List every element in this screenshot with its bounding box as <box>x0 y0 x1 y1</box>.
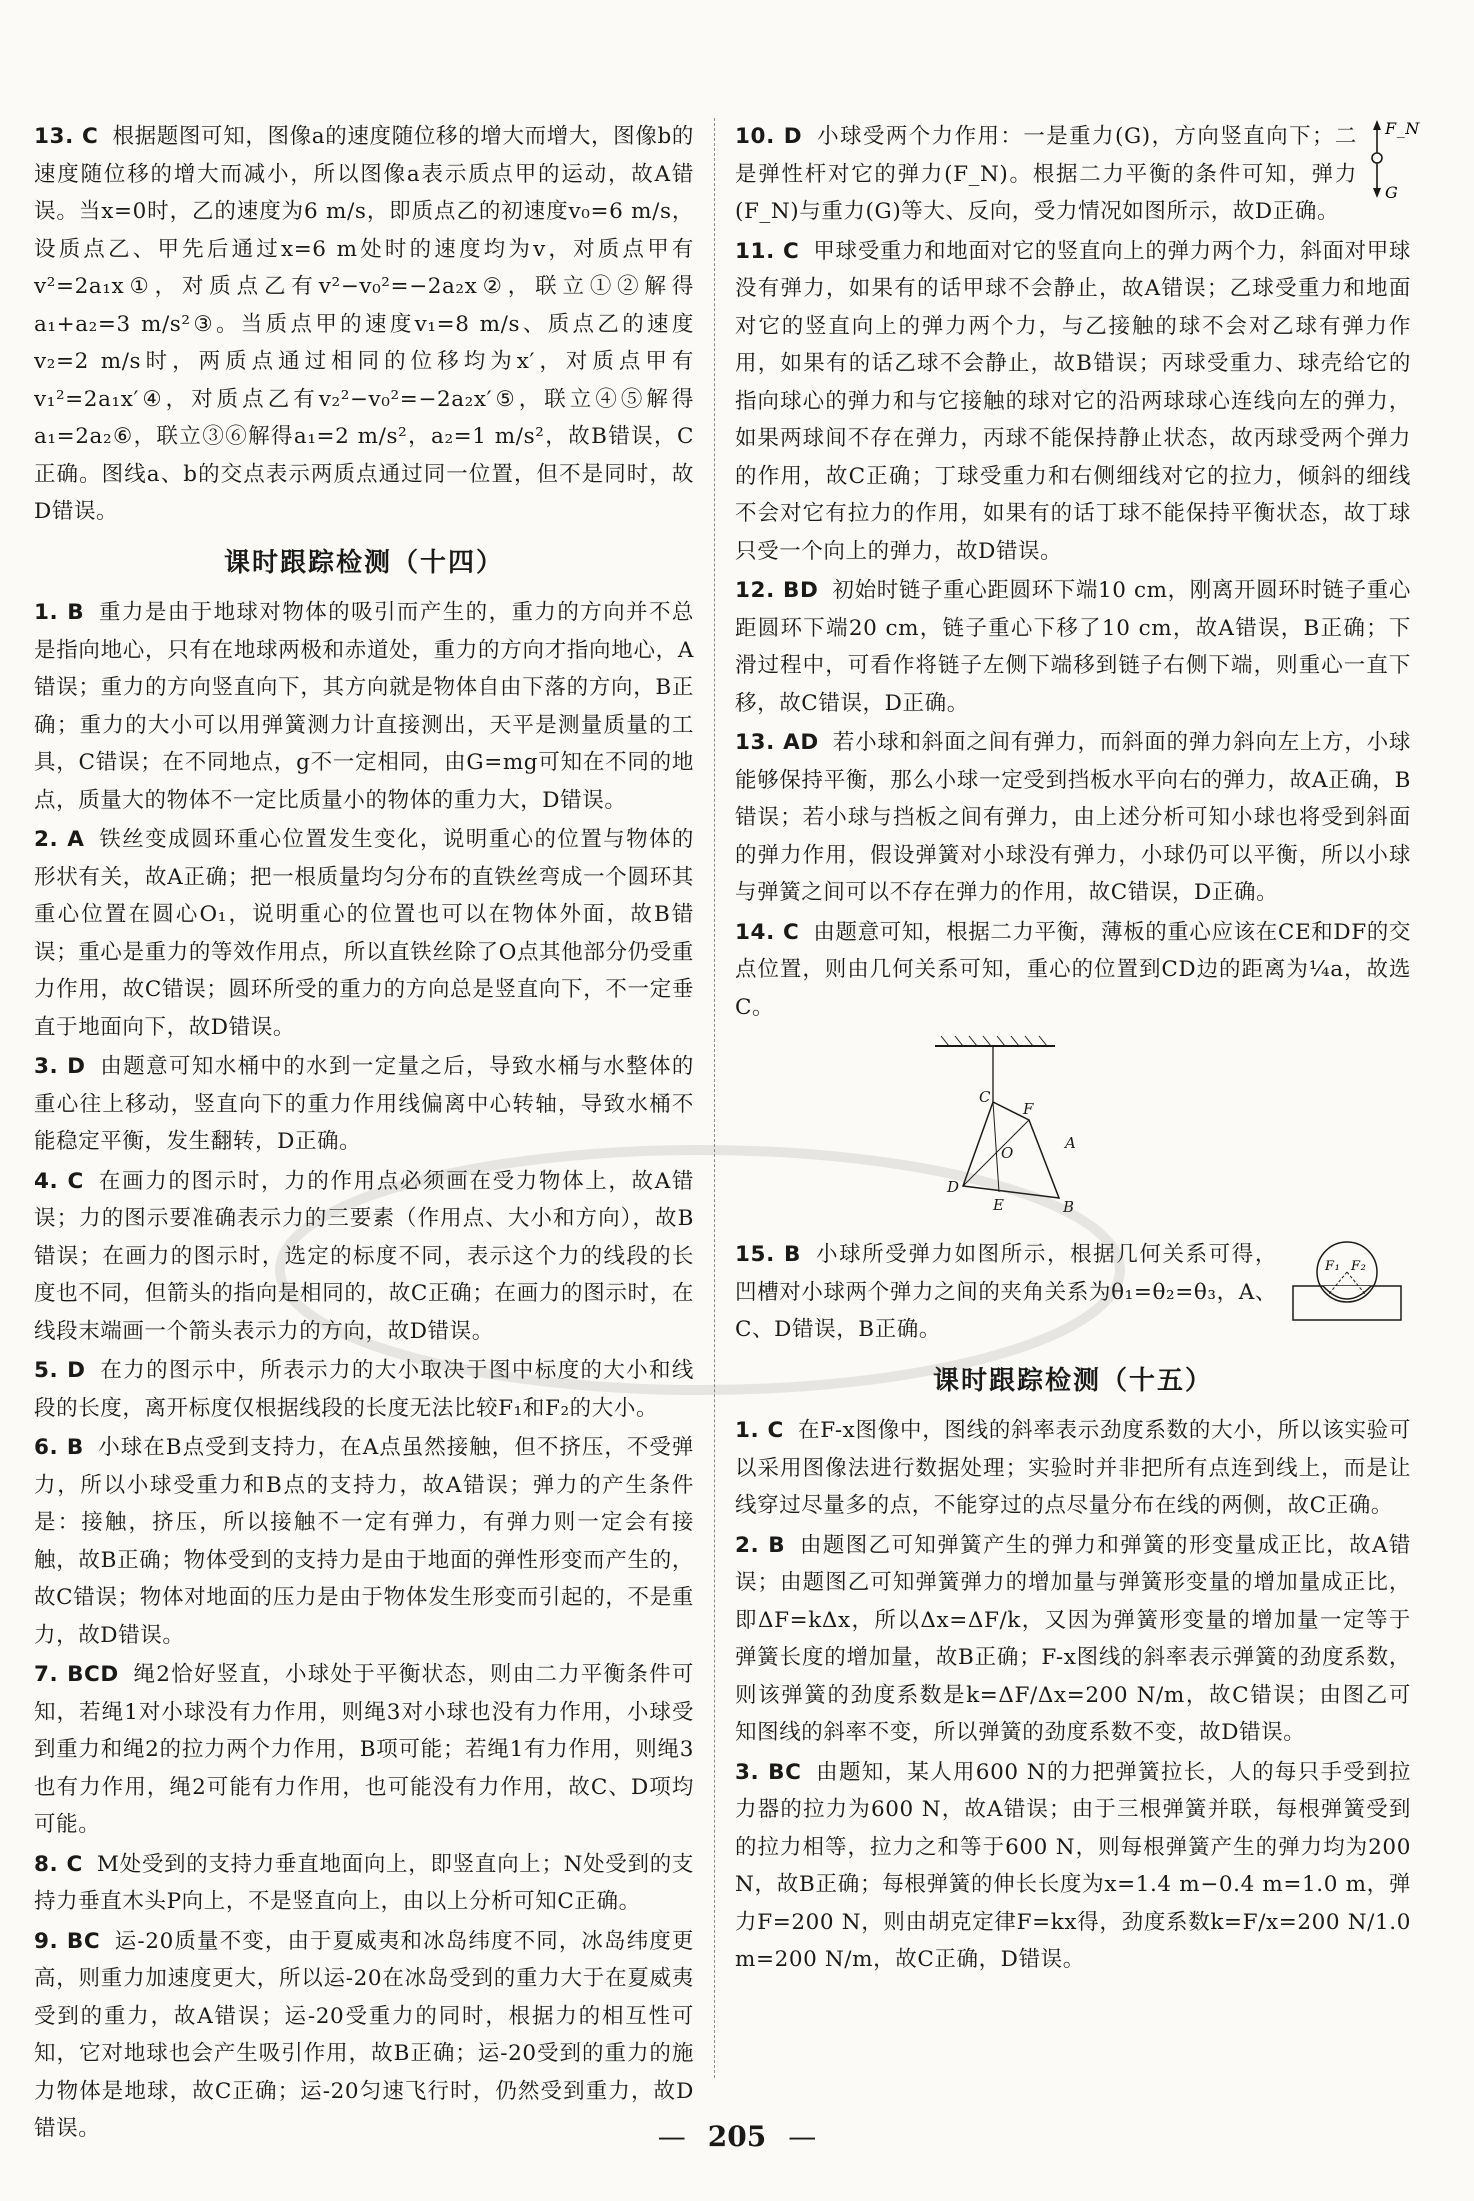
page-number-dash-right: — <box>788 2120 817 2153</box>
section-title-15: 课时跟踪检测（十五） <box>932 1365 1213 1396</box>
answer-text: 若小球和斜面之间有弹力，而斜面的弹力斜向左上方，小球能够保持平衡，那么小球一定受到挡板水平向右的弹力，故A正确，B错误；若小球与挡板之间有弹力，由上述分析可知小球也将受到斜面的弹力作用，假设弹簧对小球没有弹力，小球仍可以平衡，所以小球与弹簧之间可以不存在弹力的作用，故C错误，D正确。 <box>735 730 1411 905</box>
answer-number: 11. C <box>735 238 800 264</box>
answer-text: 根据题图可知，图像a的速度随位移的增大而增大，图像b的速度随位移的增大而减小，所以图像a表示质点甲的运动，故A错误。当x=0时，乙的速度为6 m/s，即质点乙的初速度v₀=6 m/s，设质点乙、甲先后通过x=6 m处时的速度均为v，对质点甲有v²=2a₁x①，对质点乙有v²−v₀²=−2a₂x②，联立①②解得a₁+a₂=3 m/s²③。当质点甲的速度v₁=8 m/s、质点乙的速度v₂=2 m/s时，两质点通过相同的位移均为x′，对质点甲有v₁²=2a₁x′④，对质点乙有v₂²−v₀²=−2a₂x′⑤，联立④⑤解得a₁=2a₂⑥，联立③⑥解得a₁=2 m/s²，a₂=1 m/s²，故B错误，C正确。图线a、b的交点表示两质点通过同一位置，但不是同时，故D错误。 <box>34 124 694 524</box>
answer-number: 2. B <box>735 1532 786 1558</box>
answer-14-1 <box>34 594 694 819</box>
label-d: D <box>947 1178 960 1196</box>
label-e: E <box>993 1196 1005 1214</box>
f1-label: F₁ <box>1325 1259 1341 1274</box>
answer-14-2 <box>34 821 694 1046</box>
answer-text: 铁丝变成圆环重心位置发生变化，说明重心的位置与物体的形状有关，故A正确；把一根质量均匀分布的直铁丝弯成一个圆环其重心位置在圆心O₁，说明重心的位置也可以在物体外面，故B错误；重心是重力的等效作用点，所以直铁丝除了O点其他部分仍受重力作用，故C错误；圆环所受的重力的方向总是竖直向下，不一定垂直于地面向下，故D错误。 <box>34 827 695 1040</box>
answer-text: 运-20质量不变，由于夏威夷和冰岛纬度不同，冰岛纬度更高，则重力加速度更大，所以运-20在冰岛受到的重力大于在夏威夷受到的重力，故A错误；运-20受重力的同时，根据力的相互性可知，它对地球也会产生吸引作用，故B正确；运-20受到的重力的施力物体是地球，故C正确；运-20匀速飞行时，仍然受到重力，故D错误。 <box>34 1928 694 2141</box>
groove-ball-diagram <box>1287 1236 1407 1326</box>
answer-14-7 <box>34 1656 694 1844</box>
answer-number: 3. BC <box>735 1759 802 1785</box>
answer-13 <box>34 118 694 531</box>
answer-number: 13. AD <box>735 730 819 755</box>
left-column <box>34 118 694 2150</box>
answer-15-3 <box>735 1754 1411 1979</box>
answer-15-block <box>735 1236 1411 1349</box>
answer-text: 绳2恰好竖直，小球处于平衡状态，则由二力平衡条件可知，若绳1对小球没有力作用，则绳3对小球也没有力作用，小球受到重力和绳2的拉力两个力作用，B项可能；若绳1有力作用，则绳3也有力作用，绳2可能有力作用，也可能没有力作用，故C、D项均可能。 <box>34 1662 694 1837</box>
answer-text: 在F-x图像中，图线的斜率表示劲度系数的大小，所以该实验可以采用图像法进行数据处理；实验时并非把所有点连到线上，而是让线穿过尽量多的点，不能穿过的点尽量分布在线的两侧，故C正确。 <box>735 1418 1411 1518</box>
answer-number: 2. A <box>34 827 85 852</box>
answer-number: 4. C <box>34 1168 84 1194</box>
answer-14-3 <box>34 1048 694 1161</box>
page-number-dash-left: — <box>657 2120 686 2153</box>
hanging-board-diagram <box>935 1036 1085 1226</box>
answer-number: 3. D <box>34 1054 86 1079</box>
answer-14-10 <box>735 118 1357 231</box>
g-label: G <box>1385 183 1399 202</box>
answer-text: 小球在B点受到支持力，在A点虽然接触，但不挤压，不受弹力，所以小球受重力和B点的支持力，故A错误；弹力的产生条件是：接触，挤压，所以接触不一定有弹力，有弹力则一定会有接触，故B正确；物体受到的支持力是由于地面的弹性形变而产生的，故C错误；物体对地面的压力是由于物体发生形变而引起的，不是重力，故D错误。 <box>34 1435 695 1648</box>
answer-number: 1. C <box>735 1418 784 1443</box>
answer-text: 在画力的图示时，力的作用点必须画在受力物体上，故A错误；力的图示要准确表示力的三要素（作用点、大小和方向），故B错误；在画力的图示时，选定的标度不同，表示这个力的线段的长度也不同，但箭头的指向是相同的，故C正确；在画力的图示时，在线段末端画一个箭头表示力的方向，故D错误。 <box>34 1168 694 1344</box>
answer-number: 10. D <box>735 124 803 149</box>
answer-14-4 <box>34 1163 694 1351</box>
answer-text: 重力是由于地球对物体的吸引而产生的，重力的方向并不总是指向地心，只有在地球两极和赤道处，重力的方向才指向地心，A错误；重力的方向竖直向下，其方向就是物体自由下落的方向，B正确；重力的大小可以用弹簧测力计直接测出，天平是测量质量的工具，C错误；在不同地点，g不一定相同，由G=mg可知在不同的地点，质量大的物体不一定比质量小的物体的重力大，D错误。 <box>34 600 694 813</box>
answer-10-block <box>735 118 1420 231</box>
page-number <box>0 2120 1474 2153</box>
column-divider <box>714 118 715 2078</box>
answer-number: 7. BCD <box>34 1662 119 1687</box>
answer-14-11 <box>735 233 1411 571</box>
answer-15-2 <box>735 1527 1411 1752</box>
answer-text: 小球受两个力作用：一是重力(G)，方向竖直向下；二是弹性杆对它的弹力(F_N)。根据二力平衡的条件可知，弹力(F_N)与重力(G)等大、反向，受力情况如图所示，故D正确。 <box>735 124 1358 224</box>
answer-text: 小球所受弹力如图所示，根据几何关系可得，凹槽对小球两个弹力之间的夹角关系为θ₁=θ₂=θ₃，A、C、D错误，B正确。 <box>735 1242 1277 1342</box>
label-a: A <box>1065 1134 1077 1152</box>
answer-14-8 <box>34 1846 694 1921</box>
label-c: C <box>979 1088 992 1106</box>
answer-text: 在力的图示中，所表示力的大小取决于图中标度的大小和线段的长度，离开标度仅根据线段的长度无法比较F₁和F₂的大小。 <box>34 1358 694 1421</box>
answer-14-5 <box>34 1352 694 1427</box>
label-o: O <box>1001 1144 1014 1162</box>
page-number-value: 205 <box>707 2120 767 2153</box>
answer-text: 由题知，某人用600 N的力把弹簧拉长，人的每只手受到拉力器的拉力为600 N，故A错误；由于三根弹簧并联，每根弹簧受到的拉力相等，拉力之和等于600 N，则每根弹簧产生的弹力均为200 N，故B正确；每根弹簧的伸长长度为x=1.4 m−0.4 m=1.0 m，弹力F=200 N，则由胡克定律F=kx得，劲度系数k=F/x=200 N/1.0 m=200 N/m，故C正确，D错误。 <box>735 1759 1411 1972</box>
answer-14-14 <box>735 914 1411 1027</box>
answer-number: 8. C <box>34 1851 83 1877</box>
answer-number: 5. D <box>34 1358 86 1383</box>
answer-14-9 <box>34 1923 694 2148</box>
answer-number: 15. B <box>735 1242 801 1267</box>
answer-14-6 <box>34 1429 694 1654</box>
answer-text: M处受到的支持力垂直地面向上，即竖直向上；N处受到的支持力垂直木头P向上，不是竖直向上，由以上分析可知C正确。 <box>34 1851 695 1914</box>
answer-text: 由题意可知，根据二力平衡，薄板的重心应该在CE和DF的交点位置，则由几何关系可知，重心的位置到CD边的距离为¼a，故选C。 <box>735 919 1411 1020</box>
answer-text: 由题图乙可知弹簧产生的弹力和弹簧的形变量成正比，故A错误；由题图乙可知弹簧弹力的增加量与弹簧形变量的增加量成正比，即ΔF=kΔx，所以Δx=ΔF/k，又因为弹簧形变量的增加量一定等于弹簧长度的增加量，故B正确；F-x图线的斜率表示弹簧的劲度系数，则该弹簧的劲度系数是k=ΔF/Δx=200 N/m，故C错误；由图乙可知图线的斜率不变，所以弹簧的劲度系数不变，故D错误。 <box>735 1532 1411 1745</box>
force-diagram-ball <box>1367 118 1420 202</box>
fn-label: F_N <box>1385 119 1420 138</box>
answer-number: 6. B <box>34 1435 84 1460</box>
right-column <box>735 118 1420 1981</box>
answer-14-12 <box>735 572 1411 722</box>
answer-text: 初始时链子重心距圆环下端10 cm，刚离开圆环时链子重心距圆环下端20 cm，链子重心下移了10 cm，故A错误，B正确；下滑过程中，可看作将链子左侧下端移到链子右侧下端，则重心一直下移，故C错误，D正确。 <box>735 578 1411 716</box>
f2-label: F₂ <box>1351 1259 1367 1274</box>
answer-text: 甲球受重力和地面对它的竖直向上的弹力两个力，斜面对甲球没有弹力，如果有的话甲球不会静止，故A错误；乙球受重力和地面对它的竖直向上的弹力两个力，与乙接触的球不会对乙球有弹力作用，如果有的话乙球不会静止，故B错误；丙球受重力、球壳给它的指向球心的弹力和与它接触的球对它的沿两球球心连线向左的弹力，如果两球间不存在弹力，丙球不能保持静止状态，故丙球受两个弹力的作用，故C正确；丁球受重力和右侧细线对它的拉力，倾斜的细线不会对它有拉力的作用，如果有的话丁球不能保持平衡状态，故丁球只受一个向上的弹力，故D错误。 <box>735 238 1411 564</box>
label-f: F <box>1023 1100 1035 1118</box>
answer-number: 9. BC <box>34 1928 101 1954</box>
answer-14-13 <box>735 724 1411 912</box>
answer-number: 13. C <box>34 124 99 149</box>
label-b: B <box>1063 1198 1075 1216</box>
answer-text: 由题意可知水桶中的水到一定量之后，导致水桶与水整体的重心往上移动，竖直向下的重力作用线偏离中心转轴，导致水桶不能稳定平衡，发生翻转，D正确。 <box>34 1054 694 1154</box>
section-title-14: 课时跟踪检测（十四） <box>223 547 504 578</box>
answer-15-1 <box>735 1412 1411 1525</box>
answer-number: 14. C <box>735 919 800 945</box>
answer-number: 1. B <box>34 600 85 625</box>
answer-number: 12. BD <box>735 578 819 603</box>
